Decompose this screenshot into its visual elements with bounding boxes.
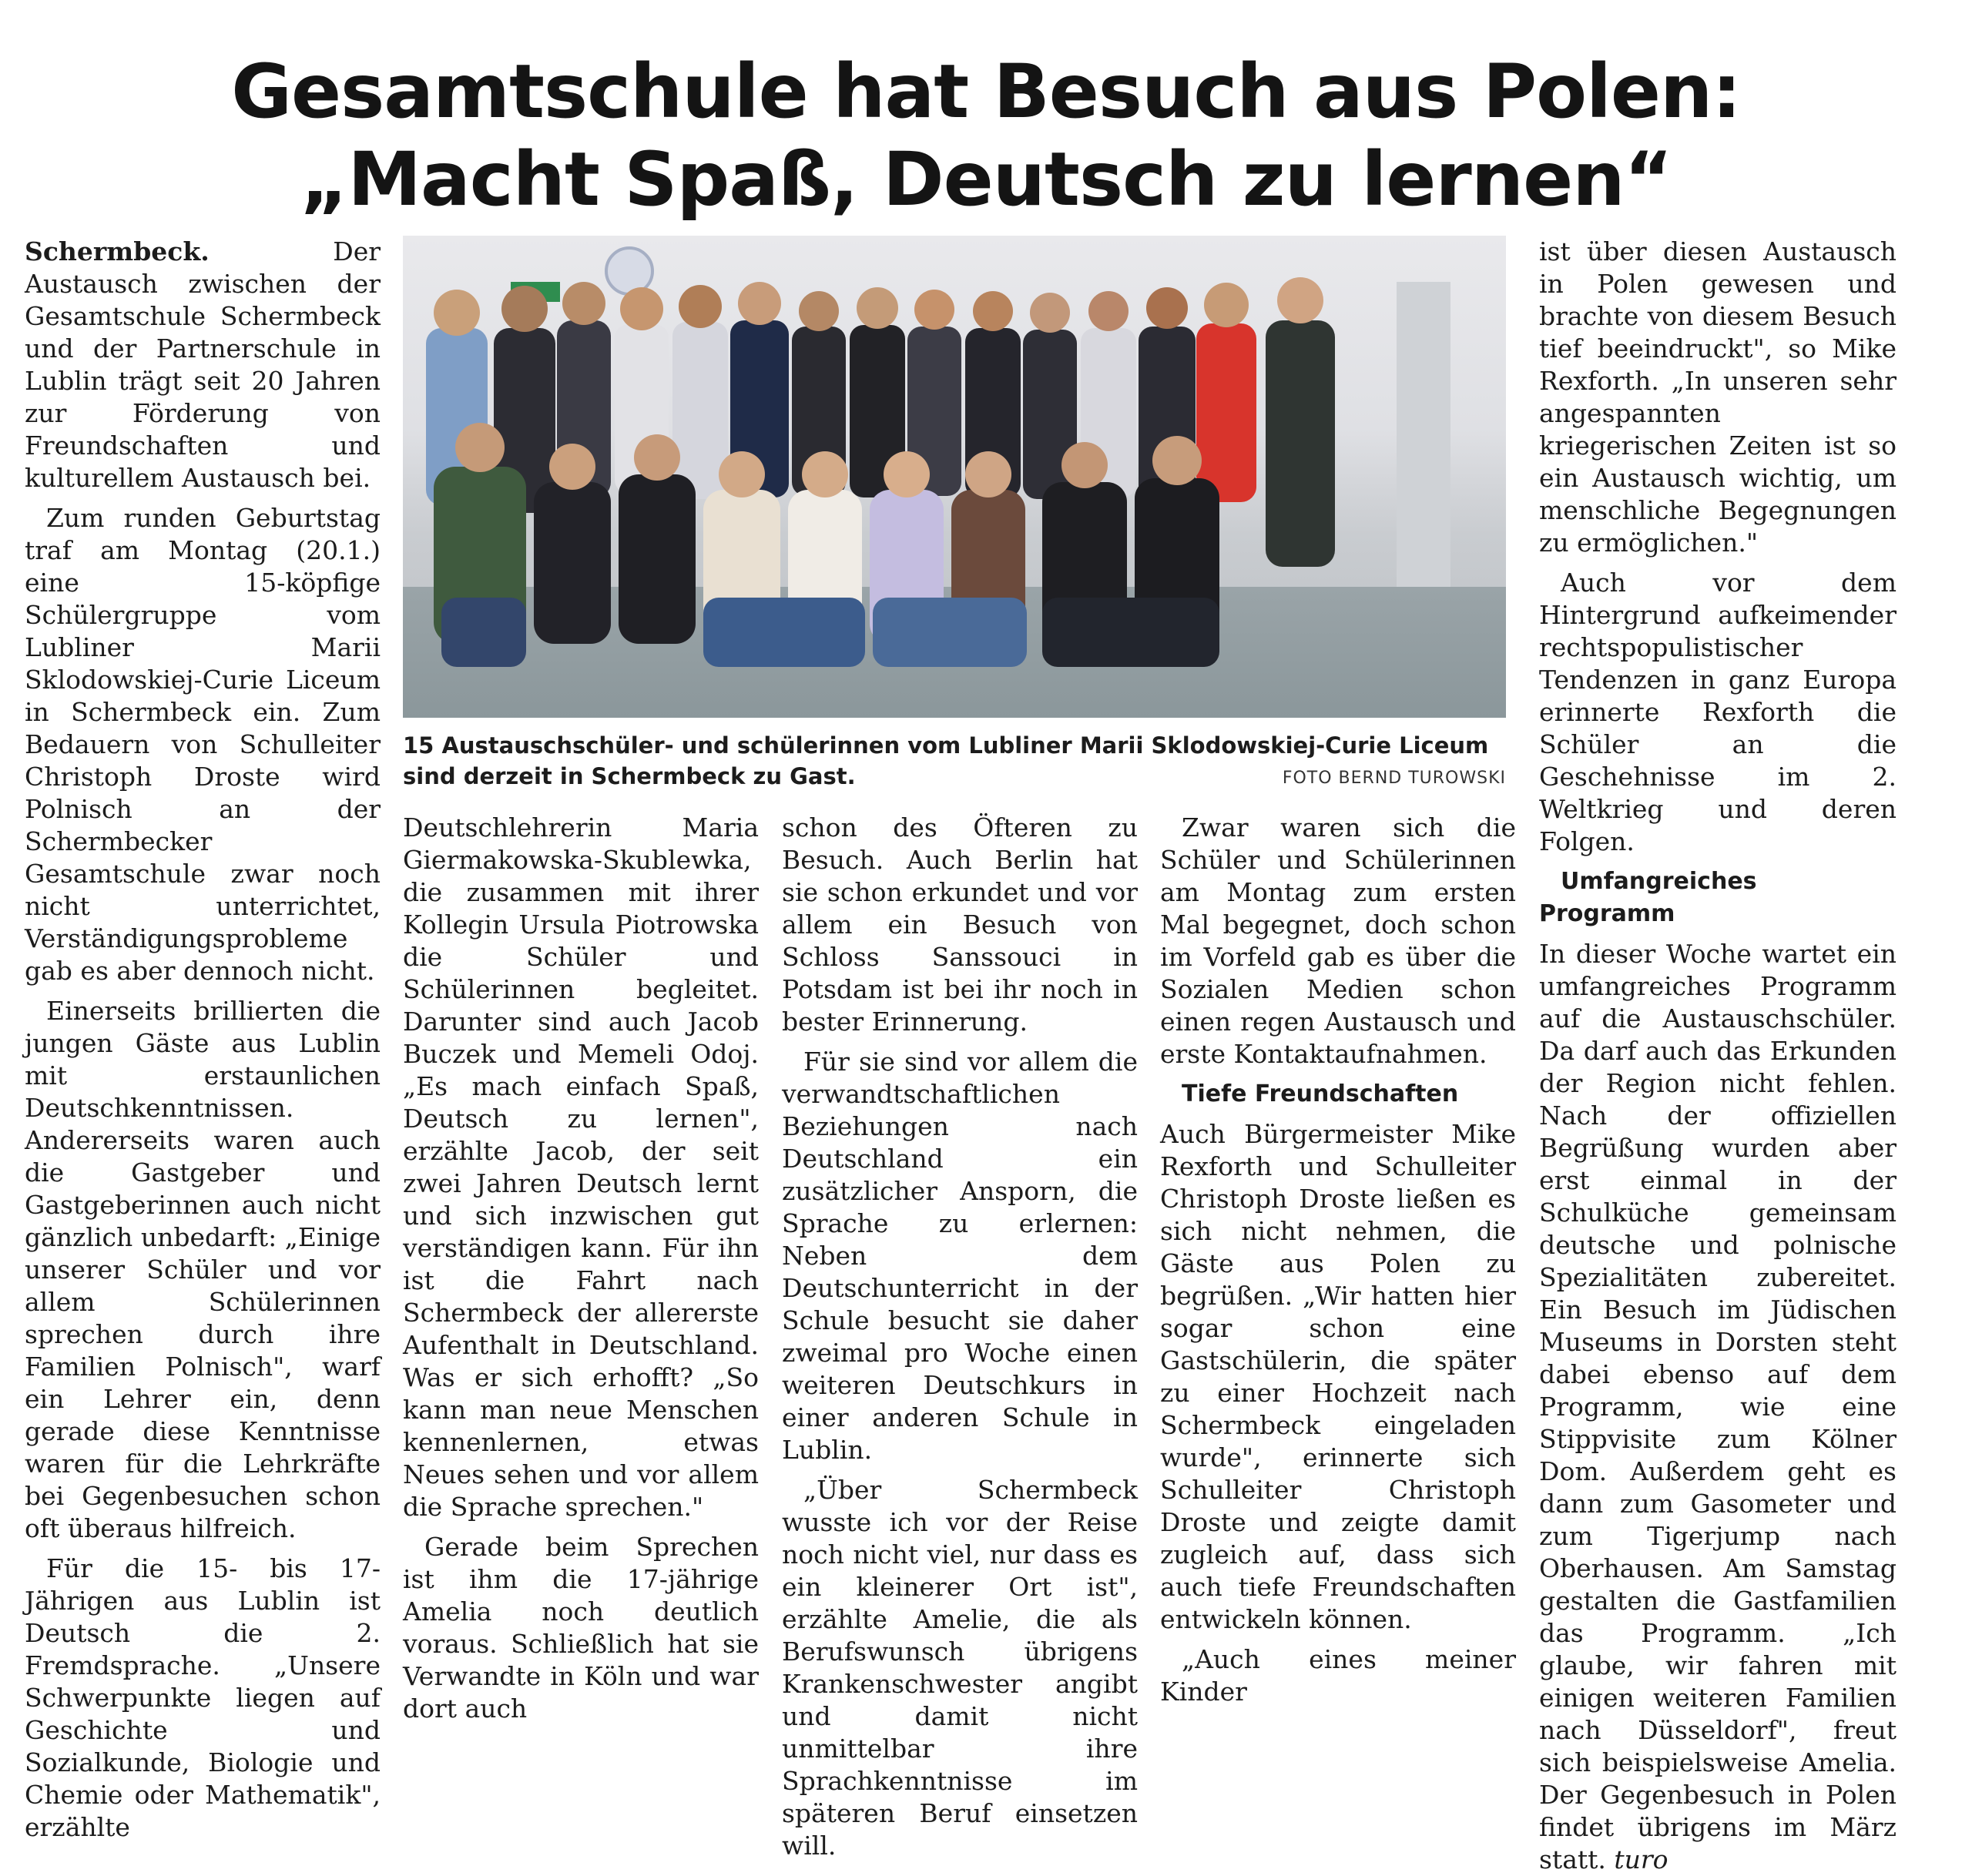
article-paragraph: Zum runden Geburtstag traf am Montag (20.1.) eine 15-köpfige Schülergruppe vom Lubliner Marii Sklodowskiej-Curie Liceum in Schermbeck ein. Zum Bedauern von Schulleiter Christoph Droste wird Polnisch an der Schermbecker Gesamtschule zwar noch nicht unterrichtet, Verständigungsprobleme gab es aber dennoch nicht. <box>25 503 381 986</box>
photo-credit: FOTO BERND TUROWSKI <box>1282 769 1506 788</box>
headline-line-1: Gesamtschule hat Besuch aus Polen: <box>231 49 1741 135</box>
article-paragraph: Auch vor dem Hintergrund aufkeimender rechtspopulistischer Tendenzen in ganz Europa erinnerte Rexforth die Schüler an die Geschehnisse im 2. Weltkrieg und deren Folgen. <box>1539 568 1897 856</box>
student-group-illustration <box>403 236 1506 718</box>
article-column-5 <box>1539 236 1897 1874</box>
dateline: Schermbeck. <box>25 236 210 266</box>
article-column-3 <box>782 812 1138 1861</box>
headline-line-2: „Macht Spaß, Deutsch zu lernen“ <box>300 136 1672 223</box>
subheading-umfangreiches-programm: Umfangreiches Programm <box>1539 868 1757 927</box>
article-column-4 <box>1160 812 1516 1707</box>
article-paragraph: Einerseits brillierten die jungen Gäste aus Lublin mit erstaunlichen Deutschkenntnissen. Andererseits waren auch die Gastgeber und Gastgeberinnen auch nicht gänzlich unbedarft: „Einige unserer Schüler und vor allem Schülerinnen sprechen durch ihre Familien Polnisch", warf ein Lehrer ein, denn gerade diese Kenntnisse waren für die Lehrkräfte bei Gegenbesuchen schon oft überaus hilfreich. <box>25 996 381 1543</box>
article-paragraph: Zwar waren sich die Schüler und Schülerinnen am Montag zum ersten Mal begegnet, doch schon im Vorfeld gab es über die Sozialen Medien schon einen regen Austausch und erste Kontaktaufnahmen. <box>1160 812 1516 1069</box>
group-photo <box>403 236 1506 718</box>
lead-paragraph <box>25 236 381 494</box>
article-paragraph: Deutschlehrerin Maria Giermakowska-Skublewka, die zusammen mit ihrer Kollegin Ursula Piotrowska die Schüler und Schülerinnen begleitet. Darunter sind auch Jacob Buczek und Memeli Odoj. „Es mach einfach Spaß, Deutsch zu lernen", erzählte Jacob, der seit zwei Jahren Deutsch lernt und sich inzwischen gut verständigen kann. Für ihn ist die Fahrt nach Schermbeck der allererste Aufenthalt in Deutschland. Was er sich erhofft? „So kann man neue Menschen kennenlernen, etwas Neues sehen und vor allem die Sprache sprechen." <box>403 812 759 1522</box>
article-paragraph: Auch Bürgermeister Mike Rexforth und Schulleiter Christoph Droste ließen es sich nicht nehmen, die Gäste aus Polen zu begrüßen. „Wir hatten hier sogar schon eine Gastschülerin, die später zu einer Hochzeit nach Schermbeck eingeladen wurde", erinnerte sich Schulleiter Christoph Droste und zeigte damit zugleich auf, dass sich auch tiefe Freundschaften entwickeln können. <box>1160 1119 1516 1634</box>
article-paragraph: Gerade beim Sprechen ist ihm die 17-jährige Amelia noch deutlich voraus. Schließlich hat sie Verwandte in Köln und war dort auch <box>403 1532 759 1724</box>
article-paragraph: ist über diesen Austausch in Polen gewesen und brachte von diesem Besuch tief beeindruckt", so Mike Rexforth. „In unseren sehr angespannten kriegerischen Zeiten ist so ein Austausch wichtig, um menschliche Begegnungen zu ermöglichen." <box>1539 236 1897 558</box>
subheading-tiefe-freundschaften: Tiefe Freundschaften <box>1182 1080 1459 1107</box>
article-paragraph: Für die 15- bis 17-Jährigen aus Lublin ist Deutsch die 2. Fremdsprache. „Unsere Schwerpunkte liegen auf Geschichte und Sozialkunde, Biologie und Chemie oder Mathematik", erzählte <box>25 1553 381 1842</box>
article-paragraph: „Auch eines meiner Kinder <box>1160 1644 1516 1707</box>
closing-text: In dieser Woche wartet ein umfangreiches Programm auf die Austauschschüler. Da darf auch das Erkunden der Region nicht fehlen. Nach der offiziellen Begrüßung wurden aber erst einmal in der Schulküche gemeinsam deutsche und polnische Spezialitäten zubereitet. Ein Besuch im Jüdischen Museums in Dorsten steht dabei ebenso auf dem Programm, wie eine Stippvisite zum Kölner Dom. Außerdem geht es dann zum Gasometer und zum Tigerjump nach Oberhausen. Am Samstag gestalten die Gastfamilien das Programm. „Ich glaube, wir fahren mit einigen weiteren Familien nach Düsseldorf", freut sich beispielsweise Amelia. Der Gegenbesuch in Polen findet übrigens im März statt. <box>1539 939 1897 1874</box>
article-column-2 <box>403 812 759 1724</box>
photo-caption: 15 Austauschschüler- und schülerinnen vom Lubliner Marii Sklodowskiej-Curie Liceum sind derzeit in Schermbeck zu Gast. <box>403 732 1489 789</box>
article-paragraph: schon des Öfteren zu Besuch. Auch Berlin hat sie schon erkundet und vor allem ein Besuch von Schloss Sanssouci in Potsdam ist bei ihr noch in bester Erinnerung. <box>782 812 1138 1037</box>
author-byline: turo <box>1614 1844 1668 1874</box>
lead-text: Der Austausch zwischen der Gesamtschule Schermbeck und der Partnerschule in Lublin trägt seit 20 Jahren zur Förderung von Freundschaften und kulturellem Austausch bei. <box>25 236 381 493</box>
article-paragraph <box>1539 938 1897 1876</box>
article-paragraph: Für sie sind vor allem die verwandtschaftlichen Beziehungen nach Deutschland ein zusätzlicher Ansporn, die Sprache zu erlernen: Neben dem Deutschunterricht in der Schule besucht sie daher zweimal pro Woche einen weiteren Deutschkurs in einer anderen Schule in Lublin. <box>782 1047 1138 1465</box>
article-paragraph: „Über Schermbeck wusste ich vor der Reise noch nicht viel, nur dass es ein kleinerer Ort ist", erzählte Amelie, die als Berufswunsch übrigens Krankenschwester angibt und damit nicht unmittelbar ihre Sprachkenntnisse im späteren Beruf einsetzen will. <box>782 1475 1138 1861</box>
headline <box>0 48 1972 223</box>
article-column-1 <box>25 236 381 1842</box>
